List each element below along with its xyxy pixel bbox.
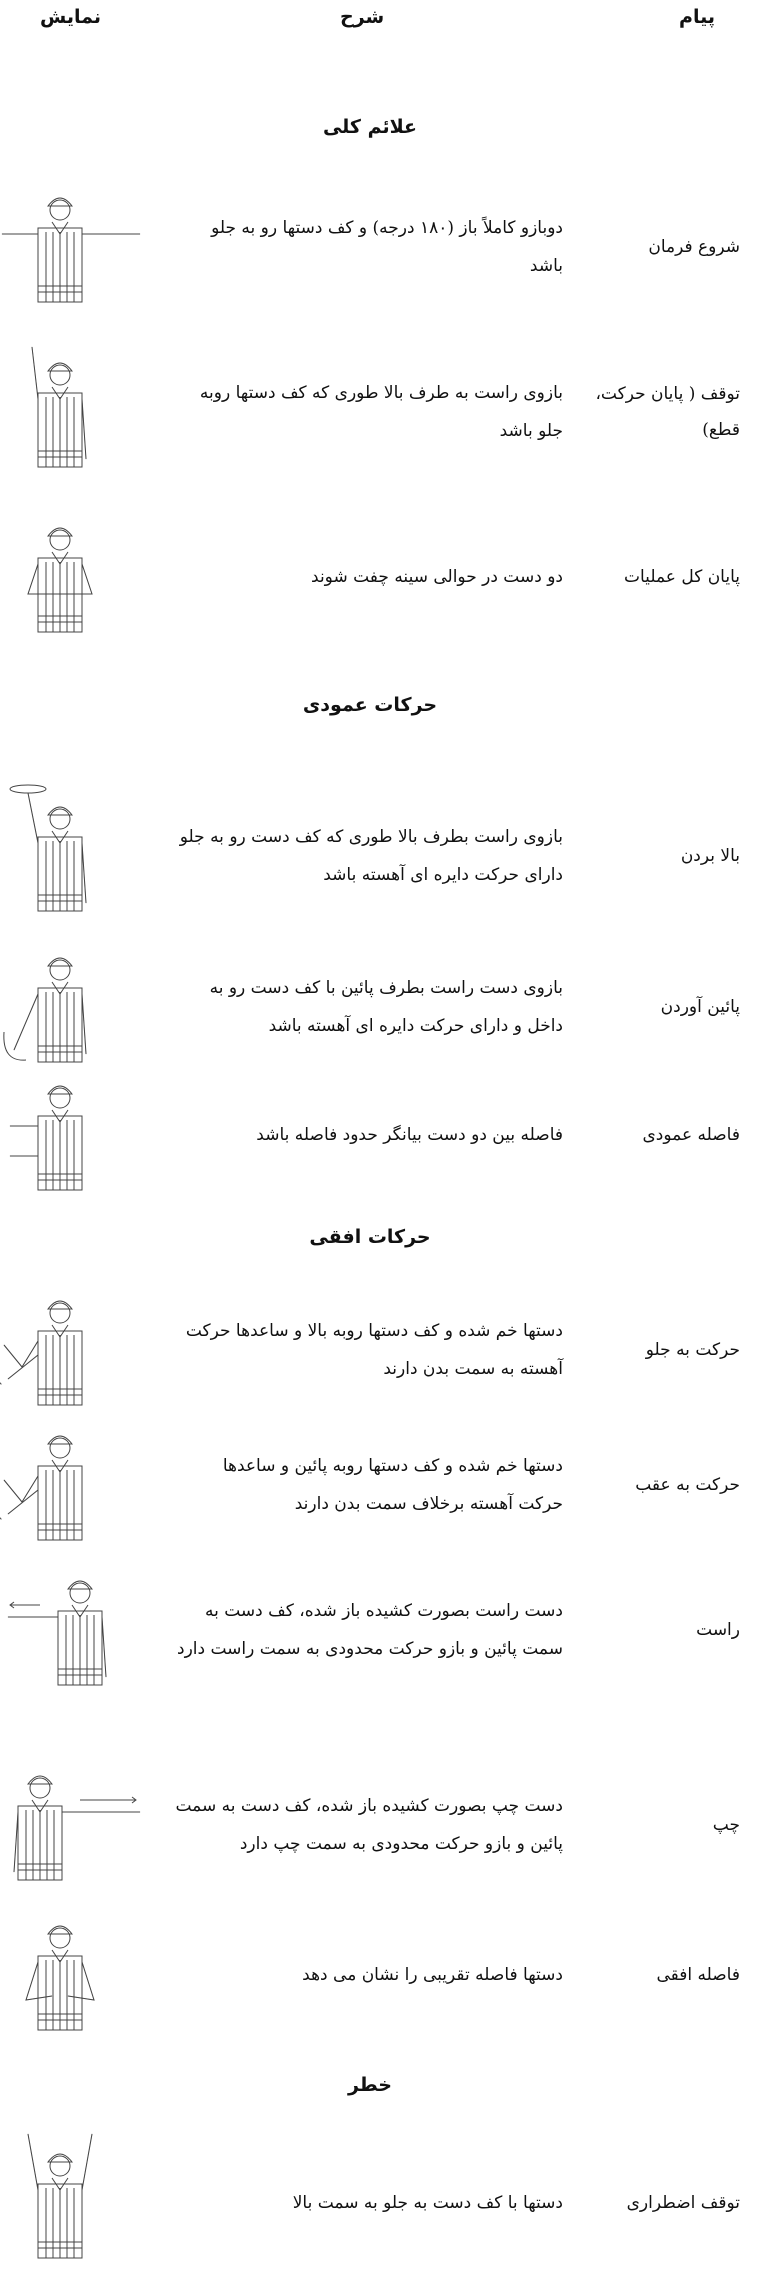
signal-message: حرکت به جلو bbox=[645, 1340, 740, 1360]
move-backward-icon bbox=[0, 1405, 150, 1565]
signal-message: فاصله افقی bbox=[656, 1965, 740, 1985]
signal-description: دستها خم شده و کف دستها روبه بالا و ساعدها حرکت آهسته به سمت بدن دارند bbox=[185, 1321, 563, 1379]
signal-message: فاصله عمودی bbox=[642, 1125, 740, 1145]
point-left-icon bbox=[0, 1745, 150, 1905]
vertical-distance-icon bbox=[0, 1055, 150, 1215]
arms-out-icon bbox=[0, 167, 150, 327]
signal-description: دوبازو کاملاً باز (۱۸۰ درجه) و کف دستها رو به جلو باشد bbox=[211, 218, 563, 276]
point-right-icon bbox=[0, 1550, 150, 1710]
signal-message: شروع فرمان bbox=[648, 237, 740, 257]
section-title: خطر bbox=[347, 2074, 393, 2096]
signal-description: دست چپ بصورت کشیده باز شده، کف دست به سمت پائین و بازو حرکت محدودی به سمت چپ دارد bbox=[175, 1796, 563, 1854]
column-header-message: پیام bbox=[679, 6, 715, 28]
signal-message: راست bbox=[696, 1620, 740, 1640]
column-header-description: شرح bbox=[340, 6, 385, 28]
signal-message: پایان کل عملیات bbox=[624, 567, 740, 587]
signal-description: بازوی راست به طرف بالا طوری که کف دستها روبه جلو باشد bbox=[199, 383, 563, 441]
signal-message: حرکت به عقب bbox=[635, 1475, 740, 1495]
finger-circle-up-icon bbox=[0, 776, 150, 936]
section-title: حرکات عمودی bbox=[302, 694, 438, 716]
signal-message: توقف اضطراری bbox=[626, 2193, 740, 2213]
hands-clasped-icon bbox=[0, 497, 150, 657]
signal-message: چپ bbox=[712, 1815, 740, 1835]
signal-description: دست راست بصورت کشیده باز شده، کف دست به سمت پائین و بازو حرکت محدودی به سمت راست دارد bbox=[177, 1601, 563, 1659]
signal-message: پائین آوردن bbox=[660, 997, 740, 1017]
signal-description: دستها خم شده و کف دستها روبه پائین و ساعدها حرکت آهسته برخلاف سمت بدن دارند bbox=[222, 1456, 563, 1514]
both-arms-up-icon bbox=[0, 2123, 150, 2283]
signal-description: دستها فاصله تقریبی را نشان می دهد bbox=[302, 1965, 563, 1985]
signal-message: بالا بردن bbox=[680, 846, 740, 866]
signal-description: بازوی دست راست بطرف پائین با کف دست رو به داخل و دارای حرکت دایره ای آهسته باشد bbox=[209, 978, 563, 1036]
right-arm-up-icon bbox=[0, 332, 150, 492]
signal-message: توقف ( پایان حرکت، قطع) bbox=[595, 384, 740, 440]
horizontal-distance-icon bbox=[0, 1895, 150, 2055]
signal-description: بازوی راست بطرف بالا طوری که کف دست رو به جلو دارای حرکت دایره ای آهسته باشد bbox=[179, 827, 563, 885]
section-title: علائم کلی bbox=[322, 116, 418, 138]
column-header-display: نمایش bbox=[40, 6, 101, 28]
signal-description: فاصله بین دو دست بیانگر حدود فاصله باشد bbox=[256, 1125, 563, 1145]
signal-description: دستها با کف دست به جلو به سمت بالا bbox=[292, 2193, 563, 2213]
signal-description: دو دست در حوالی سینه چفت شوند bbox=[311, 567, 563, 587]
section-title: حرکات افقی bbox=[309, 1226, 431, 1248]
